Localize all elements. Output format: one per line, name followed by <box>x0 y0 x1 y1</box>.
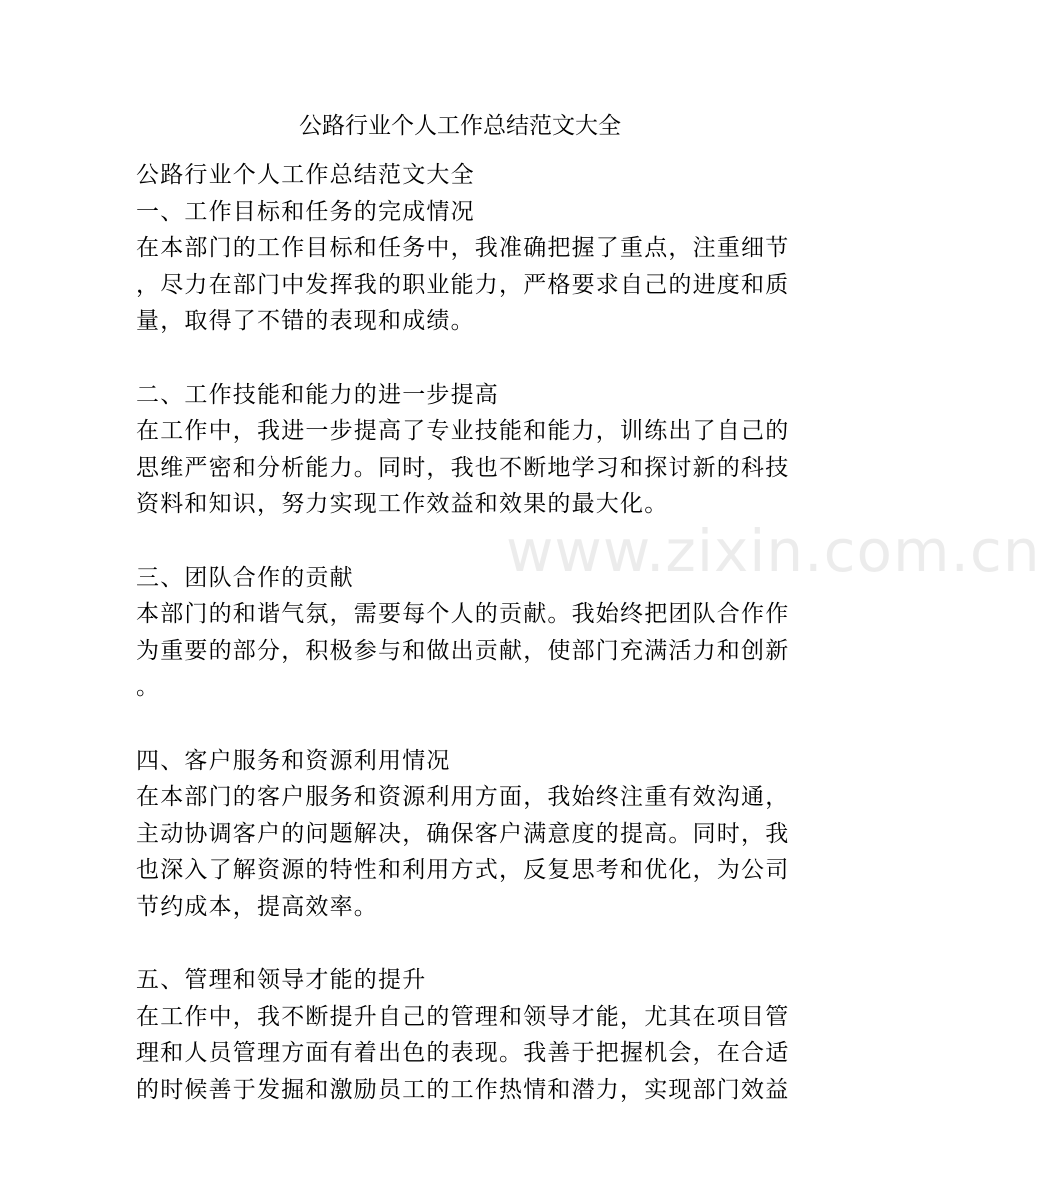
document-title: 公路行业个人工作总结范文大全 <box>299 113 621 139</box>
paragraph-line: 节约成本，提高效率。 <box>136 893 378 920</box>
section-heading-3: 三、团队合作的贡献 <box>136 564 354 591</box>
paragraph-line: 量，取得了不错的表现和成绩。 <box>136 308 475 335</box>
paragraph-line: 在本部门的工作目标和任务中，我准确把握了重点，注重细节 <box>136 235 790 262</box>
paragraph-line: 主动协调客户的问题解决，确保客户满意度的提高。同时，我 <box>136 820 790 847</box>
section-heading-5: 五、管理和领导才能的提升 <box>136 967 427 994</box>
subtitle-line: 公路行业个人工作总结范文大全 <box>136 162 475 188</box>
document-body <box>136 157 790 1108</box>
paragraph-line: 本部门的和谐气氛，需要每个人的贡献。我始终把团队合作作 <box>136 601 790 628</box>
paragraph-line: 。 <box>136 674 161 701</box>
paragraph-line: 思维严密和分析能力。同时，我也不断地学习和探讨新的科技 <box>136 454 790 481</box>
watermark: www.zixin.com.cn <box>506 517 1041 585</box>
section-heading-1: 一、工作目标和任务的完成情况 <box>136 198 475 225</box>
paragraph-line: 也深入了解资源的特性和利用方式，反复思考和优化，为公司 <box>136 857 790 884</box>
section-heading-2: 二、工作技能和能力的进一步提高 <box>136 381 499 408</box>
paragraph-line: 在工作中，我不断提升自己的管理和领导才能，尤其在项目管 <box>136 1003 790 1030</box>
paragraph-gap <box>136 706 786 743</box>
section-heading-4: 四、客户服务和资源利用情况 <box>136 747 451 774</box>
paragraph-gap <box>136 340 786 377</box>
paragraph-line: ，尽力在部门中发挥我的职业能力，严格要求自己的进度和质 <box>136 271 790 298</box>
paragraph-line: 在本部门的客户服务和资源利用方面，我始终注重有效沟通， <box>136 784 790 811</box>
paragraph-gap <box>136 925 786 962</box>
paragraph-line: 在工作中，我进一步提高了专业技能和能力，训练出了自己的 <box>136 418 790 445</box>
paragraph-line: 为重要的部分，积极参与和做出贡献，使部门充满活力和创新 <box>136 637 790 664</box>
paragraph-line: 资料和知识，努力实现工作效益和效果的最大化。 <box>136 491 669 518</box>
paragraph-line: 理和人员管理方面有着出色的表现。我善于把握机会，在合适 <box>136 1040 790 1067</box>
paragraph-line: 的时候善于发掘和激励员工的工作热情和潜力，实现部门效益 <box>136 1076 790 1103</box>
paragraph-gap <box>136 523 786 560</box>
